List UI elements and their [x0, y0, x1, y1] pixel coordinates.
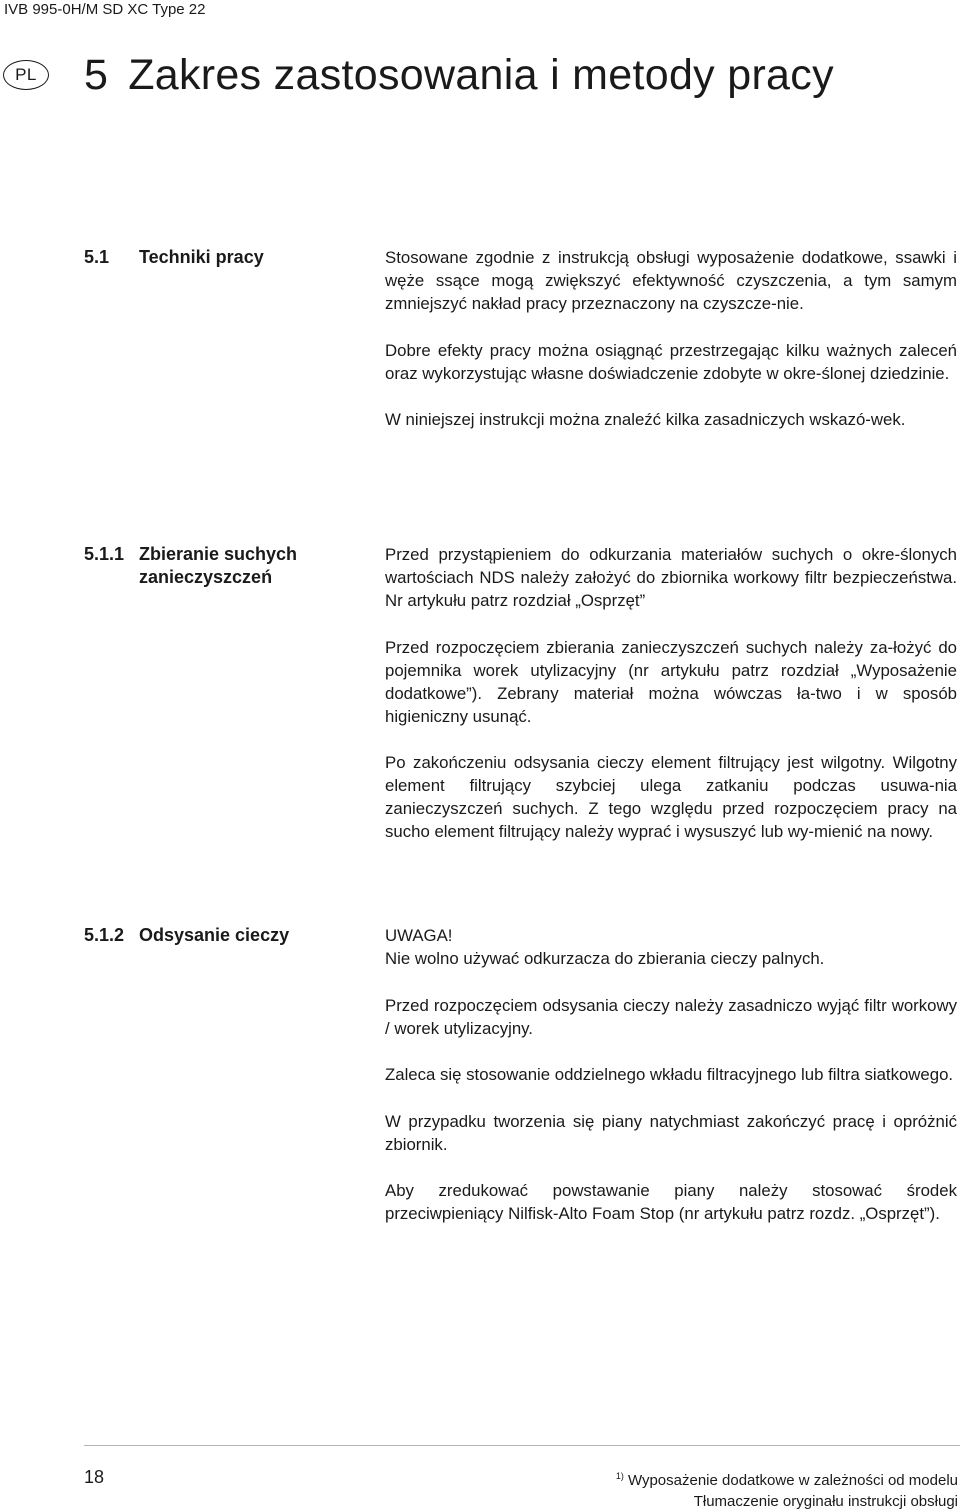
footnote — [616, 1470, 958, 1491]
section-title: Zbieranie suchych zanieczyszczeń — [139, 544, 298, 587]
paragraph: Zaleca się stosowanie oddzielnego wkładu filtracyjnego lub filtra siatkowego. — [385, 1065, 954, 1084]
language-badge: PL — [3, 60, 49, 90]
paragraph: Po zakończeniu odsysania cieczy element filtrujący jest wilgotny. Wilgotny element filtrujący szybciej ulega zatkaniu podczas usuwa-nia zanieczyszczeń suchych. Z tego względu przed rozpoczęciem pracy na sucho element filtrujący należy wyprać i wysuszyć lub wy-mienić na nowy. — [385, 753, 957, 841]
paragraph: W przypadku tworzenia się piany natychmiast zakończyć pracę i opróżnić zbiornik. — [385, 1111, 957, 1154]
paragraph: Aby zredukować powstawanie piany należy stosować środek przeciwpieniący Nilfisk-Alto Foam Stop (nr artykułu patrz rozdz. „Osprzęt”). — [385, 1181, 957, 1223]
page-number: 18 — [84, 1467, 105, 1487]
footnote-text: Wyposażenie dodatkowe w zależności od modelu — [627, 1472, 958, 1489]
paragraph: Przed przystąpieniem do odkurzania materiałów suchych o okre-ślonych wartościach NDS należy założyć do zbiornika workowy filtr bezpieczeństwa. Nr artykułu patrz rozdział „Osprzęt” — [385, 545, 957, 610]
section-number: 5.1 — [84, 247, 110, 267]
section-body — [385, 924, 957, 1225]
paragraph: Dobre efekty pracy można osiągnąć przestrzegając kilku ważnych zaleceń oraz wykorzystując własne doświadczenie zdobyte w okre-ślonej dziedzinie. — [385, 340, 957, 383]
section-body — [385, 246, 957, 431]
warning-paragraph: UWAGA! Nie wolno używać odkurzacza do zbierania cieczy palnych. — [385, 926, 825, 968]
document-id: IVB 995-0H/M SD XC Type 22 — [4, 1, 206, 18]
paragraph: Przed rozpoczęciem odsysania cieczy należy zasadniczo wyjąć filtr workowy / worek utylizacyjny. — [385, 995, 957, 1038]
paragraph: Przed rozpoczęciem zbierania zanieczyszczeń suchych należy za-łożyć do pojemnika worek utylizacyjny (nr artykułu patrz rozdział „Wyposażenie dodatkowe”). Zebrany materiał można wówczas ła-two i w sposób higieniczny usunąć. — [385, 637, 957, 726]
section-title: Techniki pracy — [139, 247, 264, 267]
chapter-title — [84, 46, 834, 104]
section-number: 5.1.2 — [84, 925, 125, 945]
footnote-marker: 1) — [615, 1471, 624, 1481]
footer-divider — [84, 1445, 960, 1446]
translation-note: Tłumaczenie oryginału instrukcji obsługi — [693, 1493, 958, 1510]
chapter-number: 5 — [84, 51, 109, 99]
chapter-title-text: Zakres zastosowania i metody pracy — [128, 51, 834, 99]
section-title: Odsysanie cieczy — [139, 925, 290, 945]
paragraph: W niniejszej instrukcji można znaleźć kilka zasadniczych wskazó-wek. — [385, 410, 906, 429]
section-number: 5.1.1 — [84, 544, 125, 564]
section-body — [385, 543, 957, 843]
footer-notes — [616, 1470, 958, 1512]
paragraph: Stosowane zgodnie z instrukcją obsługi wyposażenie dodatkowe, ssawki i węże ssące mogą zwiększyć efektywność czyszczenia, a tym samym zmniejszyć nakład pracy przeznaczony na czyszcze-nie. — [385, 248, 957, 313]
